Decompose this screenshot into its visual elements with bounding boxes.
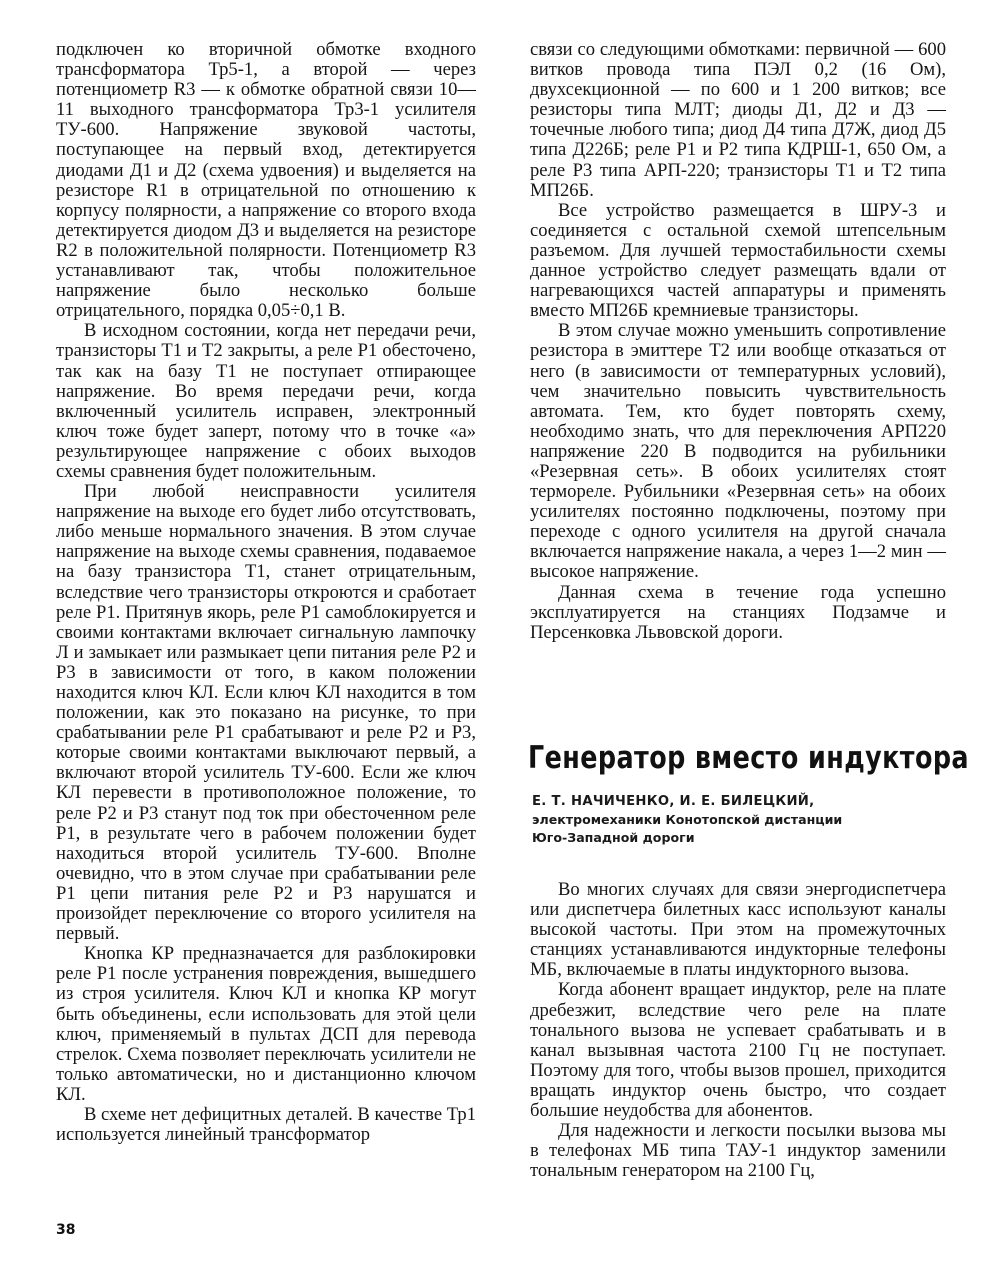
article-affiliation-line-2: Юго-Западной дороги [532,830,695,845]
left-column [56,40,476,1145]
left-paragraph-1: подключен ко вторичной обмотке входного трансформатора Тр5-1, а второй — через потенциометр R3 — к обмотке обратной связи 10—11 выходного трансформатора Тр3-1 усилителя ТУ-600. Напряжение звуковой частоты, поступающее на первый вход, детектируется диодами Д1 и Д2 (схема удвоения) и выделяется на резисторе R1 в отрицательной по отношению к корпусу полярности, а напряжение со второго входа детектируется диодом Д3 и выделяется на резисторе R2 в положительной полярности. Потенциометр R3 устанавливают так, чтобы положительное напряжение было несколько больше отрицательного, порядка 0,05÷0,1 В. [56,39,476,322]
left-paragraph-2: В исходном состоянии, когда нет передачи речи, транзисторы Т1 и Т2 закрыты, а реле Р1 обесточено, так как на базу Т1 не поступает отпирающее напряжение. Во время передачи речи, когда включенный усилитель исправен, электронный ключ тоже будет заперт, потому что в точке «а» результирующее напряжение с обоих выходов схемы сравнения будет положительным. [56,320,476,482]
right-top-paragraph-4: Данная схема в течение года успешно эксплуатируется на станциях Подзамче и Персенковка Львовской дороги. [530,581,946,643]
right-column-top [530,40,946,643]
article-authors: Е. Т. НАЧИЧЕНКО, И. Е. БИЛЕЦКИЙ, [532,794,815,809]
page-number: 38 [56,1222,76,1238]
right-top-paragraph-1: связи со следующими обмотками: первичной — 600 витков провода типа ПЭЛ 0,2 (16 Ом), двухсекционной — по 600 и 1 200 витков; все резисторы типа МЛТ; диоды Д1, Д2 и Д3 — точечные любого типа; диод Д4 типа Д7Ж, диод Д5 типа Д226Б; реле Р1 и Р2 типа КДРШ-1, 650 Ом, а реле Р3 типа АРП-220; транзисторы Т1 и Т2 типа МП26Б. [530,39,946,201]
right-top-paragraph-2: Все устройство размещается в ШРУ-3 и соединяется с остальной схемой штепсельным разъемом. Для лучшей термостабильности схемы данное устройство следует размещать вдали от нагревающихся частей аппаратуры и применять вместо МП26Б кремниевые транзисторы. [530,199,946,322]
right-bottom-paragraph-2: Когда абонент вращает индуктор, реле на плате дребезжит, вследствие чего реле на плате тонального вызова не успевает срабатывать и в канал вызывная частота 2100 Гц не поступает. Поэтому для того, чтобы вызов прошел, приходится вращать индуктор очень быстро, что создает большие неудобства для абонентов. [530,979,946,1122]
right-top-paragraph-3: В этом случае можно уменьшить сопротивление резистора в эмиттере Т2 или вообще отказаться от него (в зависимости от температурных условий), чем значительно повысить чувствительность автомата. Тем, кто будет повторять схему, необходимо знать, что для переключения АРП220 напряжение 220 В подводится на рубильники «Резервная сеть». В обоих усилителях стоят термореле. Рубильники «Резервная сеть» на обоих усилителях постоянно подключены, поэтому при переходе с одного усилителя на другой сначала включается напряжение накала, а через 1—2 мин — высокое напряжение. [530,320,946,583]
article-title: Генератор вместо индуктора [528,740,969,776]
article-byline [532,793,932,847]
left-paragraph-4: Кнопка КР предназначается для разблокировки реле Р1 после устранения повреждения, вышедшего из строя усилителя. Ключ КЛ и кнопка КР могут быть объединены, если использовать для этой цели ключ, применяемый в пультах ДСП для перевода стрелок. Схема позволяет переключать усилители не только автоматически, но и дистанционно ключом КЛ. [56,943,476,1105]
article-affiliation-line-1: электромеханики Конотопской дистанции [532,812,843,827]
left-paragraph-3: При любой неисправности усилителя напряжение на выходе его будет либо отсутствовать, либо меньше нормального значения. В этом случае напряжение на выходе схемы сравнения, подаваемое на базу транзистора Т1, станет отрицательным, вследствие чего транзисторы откроются и сработает реле Р1. Притянув якорь, реле Р1 самоблокируется и своими контактами включает сигнальную лампочку Л и замыкает или размыкает цепи питания реле Р2 и Р3 в зависимости от того, в каком положении находится ключ КЛ. Если ключ КЛ находится в том положении, как это показано на рисунке, то при срабатывании реле Р1 срабатывают и реле Р2 и Р3, которые своими контактами выключают первый, а включают второй усилитель ТУ-600. Если же ключ КЛ перевести в противоположное положение, то реле Р2 и Р3 станут под ток при обесточенном реле Р1, в результате чего в рабочем положении будет находиться второй усилитель ТУ-600. Вполне очевидно, что в этом случае при срабатывании реле Р1 цепи питания реле Р2 и Р3 нарушатся и произойдет переключение со второго усилителя на первый. [56,481,476,945]
right-column-bottom [530,880,946,1181]
left-paragraph-5: В схеме нет дефицитных деталей. В качестве Тр1 используется линейный трансформатор [56,1103,476,1146]
right-bottom-paragraph-1: Во многих случаях для связи энергодиспетчера или диспетчера билетных касс используют каналы высокой частоты. При этом на промежуточных станциях устанавливаются индукторные телефоны МБ, включаемые в платы индукторного вызова. [530,879,946,981]
right-bottom-paragraph-3: Для надежности и легкости посылки вызова мы в телефонах МБ типа ТАУ-1 индуктор заменили тональным генератором на 2100 Гц, [530,1120,946,1182]
